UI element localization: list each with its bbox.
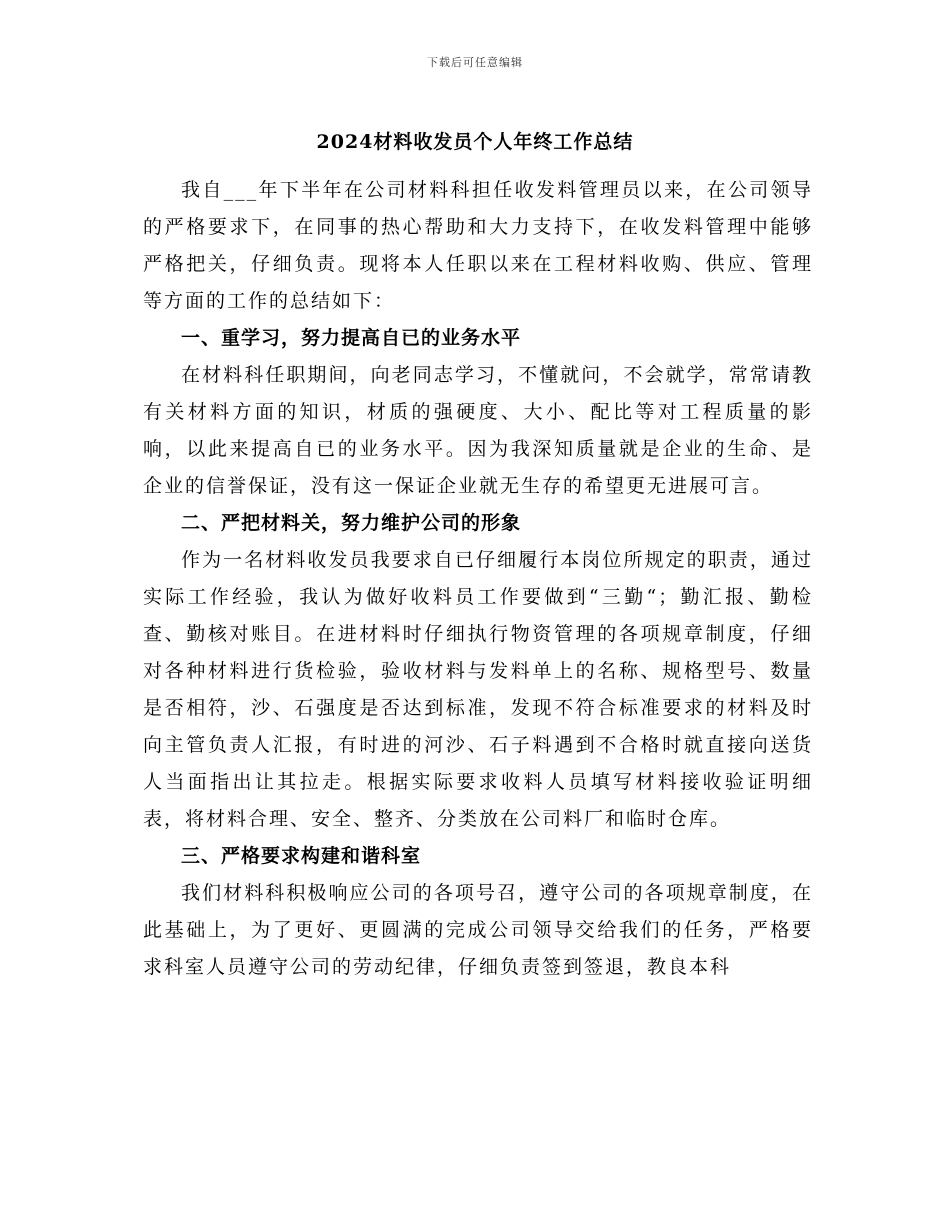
document-body xyxy=(143,172,813,986)
section-heading-2: 二、严把材料关，努力维护公司的形象 xyxy=(181,512,522,534)
section-heading-1: 一、重学习，努力提高自已的业务水平 xyxy=(181,327,522,349)
section-1-paragraph: 在材料科任职期间，向老同志学习，不懂就问，不会就学，常常请教有关材料方面的知识，材质的强硬度、大小、配比等对工程质量的影响，以此来提高自已的业务水平。因为我深知质量就是企业的生命、是企业的信誉保证，没有这一保证企业就无生存的希望更无进展可言。 xyxy=(143,364,813,497)
section-heading-3: 三、严格要求构建和谐科室 xyxy=(181,845,422,867)
document-title: 2024材料收发员个人年终工作总结 xyxy=(316,131,634,153)
section-3-paragraph: 我们材料科积极响应公司的各项号召，遵守公司的各项规章制度，在此基础上，为了更好、更圆满的完成公司领导交给我们的任务，严格要求科室人员遵守公司的劳动纪律，仔细负责签到签退，教良本科 xyxy=(143,882,813,978)
section-2-paragraph: 作为一名材料收发员我要求自已仔细履行本岗位所规定的职责，通过实际工作经验，我认为做好收料员工作要做到“三勤“；勤汇报、勤检查、勤核对账目。在进材料时仔细执行物资管理的各项规章制度，仔细对各种材料进行货检验，验收材料与发料单上的名称、规格型号、数量是否相符，沙、石强度是否达到标准，发现不符合标准要求的材料及时向主管负责人汇报，有时进的河沙、石子料遇到不合格时就直接向送货人当面指出让其拉走。根据实际要求收料人员填写材料接收验证明细表，将材料合理、安全、整齐、分类放在公司料厂和临时仓库。 xyxy=(143,549,813,830)
intro-paragraph: 我自___年下半年在公司材料科担任收发料管理员以来，在公司领导的严格要求下，在同事的热心帮助和大力支持下，在收发料管理中能够严格把关，仔细负责。现将本人任职以来在工程材料收购、供应、管理等方面的工作的总结如下： xyxy=(143,179,813,312)
page-header-note: 下载后可任意编辑 xyxy=(427,56,523,69)
